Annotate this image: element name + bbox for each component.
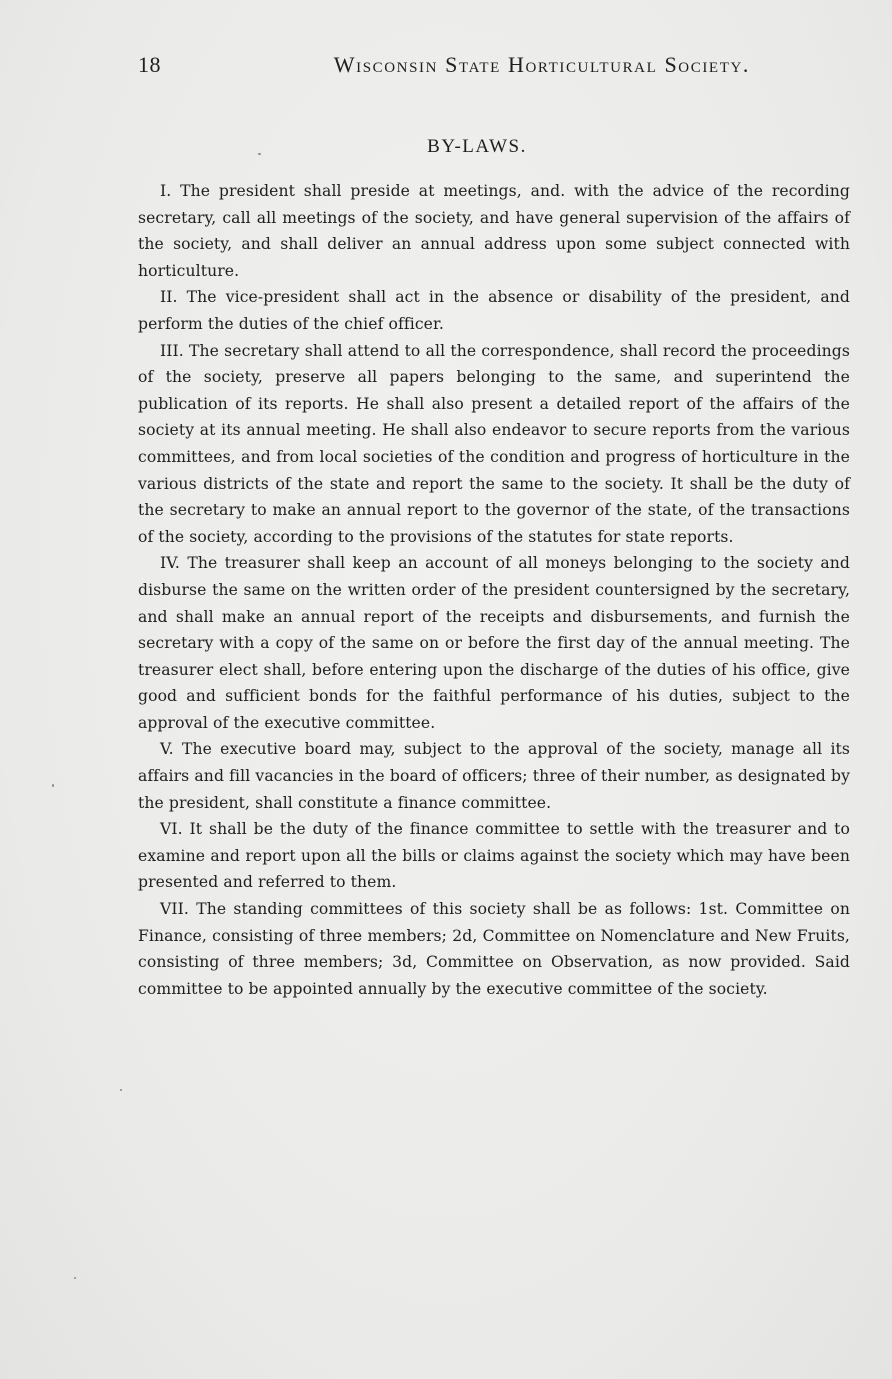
bylaw-text: The vice-president shall act in the absence or disability of the president, and perform the duties of the chief officer. [138, 288, 851, 333]
print-speck [120, 1089, 122, 1091]
bylaw-text: The president shall preside at meetings, and. with the advice of the recording secretary, call all meetings of the society, and have general supervision of the affairs of the society, and shall deliver an annual address upon some subject connected with horticulture. [138, 182, 850, 280]
section-title: BY-LAWS. [427, 136, 527, 157]
bylaw-paragraph [138, 550, 850, 736]
print-speck [258, 153, 261, 155]
bylaw-paragraph [138, 284, 850, 337]
bylaw-numeral: I. [160, 182, 172, 200]
bylaw-numeral: II. [160, 288, 178, 307]
bylaws-body [138, 178, 850, 1002]
bylaw-text: The standing committees of this society shall be as follows: 1st. Committee on Finance, consisting of three members; 2d, Committee on Nomenclature and New Fruits, consisting of three members; 3d, Committee on Observation, as now provided. Said committee to be appointed annually by the executive committee of the society. [138, 900, 850, 998]
bylaw-paragraph [138, 896, 850, 1002]
bylaw-text: The executive board may, subject to the approval of the society, manage all its affairs and fill vacancies in the board of officers; three of their number, as designated by the president, shall constitute a finance committee. [138, 740, 850, 812]
bylaw-numeral: VII. [160, 900, 189, 919]
page-number: 18 [138, 52, 161, 77]
bylaw-paragraph [138, 736, 850, 816]
bylaw-paragraph [138, 178, 850, 284]
bylaw-text: The secretary shall attend to all the correspondence, shall record the proceedings of the society, preserve all papers belonging to the same, and superintend the publication of its reports. He shall also present a detailed report of the affairs of the society at its annual meeting. He shall also endeavor to secure reports from the various committees, and from local societies of the condition and progress of horticulture in the various districts of the state and report the same to the society. It shall be the duty of the secretary to make an annual report to the governor of the state, of the transactions of the society, according to the provisions of the statutes for state reports. [138, 341, 850, 546]
running-head [138, 52, 750, 82]
bylaw-text: It shall be the duty of the finance committee to settle with the treasurer and to examine and report upon all the bills or claims against the society which may have been presented and referred to them. [138, 820, 850, 892]
bylaw-text: The treasurer shall keep an account of all moneys belonging to the society and disburse the same on the written order of the president countersigned by the secretary, and shall make an annual report of the receipts and disbursements, and furnish the secretary with a copy of the same on or before the first day of the annual meeting. The treasurer elect shall, before entering upon the discharge of the duties of his office, give good and sufficient bonds for the faithful performance of his duties, subject to the approval of the executive committee. [138, 554, 850, 732]
print-speck [74, 1277, 76, 1279]
bylaw-numeral: III. [160, 341, 184, 360]
bylaw-numeral: VI. [160, 820, 183, 839]
print-speck [52, 784, 54, 787]
bylaw-paragraph [138, 816, 850, 896]
bylaw-numeral: V. [160, 740, 174, 759]
bylaw-numeral: IV. [160, 554, 180, 573]
journal-title: Wisconsin State Horticultural Society. [333, 52, 750, 77]
bylaw-paragraph [138, 338, 850, 551]
